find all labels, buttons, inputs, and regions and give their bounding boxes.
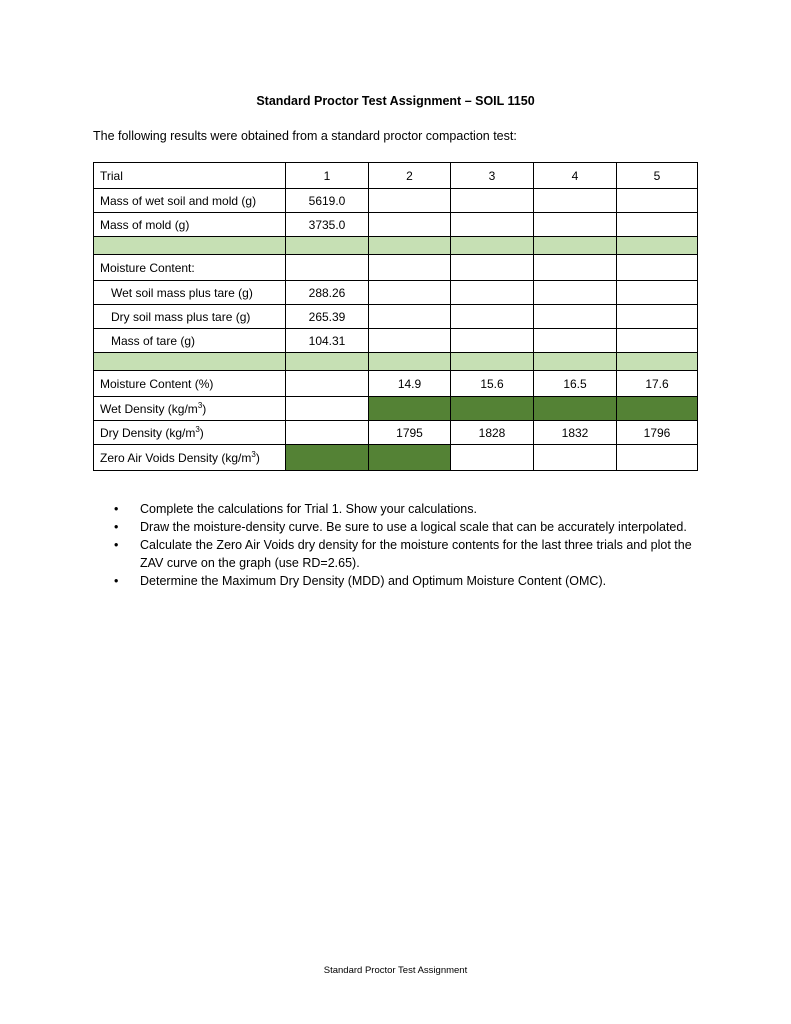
bullet-icon: • <box>114 520 119 534</box>
trial-header-4: 4 <box>534 163 617 189</box>
cell-tare-1: 104.31 <box>286 329 369 353</box>
separator-row <box>94 353 698 371</box>
row-label-mold: Mass of mold (g) <box>94 213 286 237</box>
table-row-zav-density <box>94 445 698 471</box>
list-item: • Draw the moisture-density curve. Be sure to use a logical scale that can be accurately interpolated. <box>114 520 687 534</box>
cell-tare-3 <box>451 329 534 353</box>
cell-wet-density-3 <box>451 397 534 421</box>
cell-dry-density-2: 1795 <box>369 421 451 445</box>
results-table <box>93 162 698 471</box>
table-row-trial <box>94 163 698 189</box>
cell-wet-density-1 <box>286 397 369 421</box>
trial-header-3: 3 <box>451 163 534 189</box>
cell-dry-tare-3 <box>451 305 534 329</box>
row-label-zav-density: Zero Air Voids Density $(kg/m^3)$ <box>94 445 286 471</box>
row-label-tare: Mass of tare (g) <box>94 329 286 353</box>
table-row-dry-density <box>94 421 698 445</box>
cell-wet-tare-1: 288.26 <box>286 281 369 305</box>
cell-tare-4 <box>534 329 617 353</box>
cell-wet-soil-mold-5 <box>617 189 698 213</box>
cell-dry-tare-1: 265.39 <box>286 305 369 329</box>
separator-row <box>94 237 698 255</box>
row-label-moisture-heading: Moisture Content: <box>94 255 286 281</box>
list-item: • Calculate the Zero Air Voids dry density for the moisture contents for the last three trials and plot the ZAV curve on the graph (use RD=2.65). <box>114 538 692 570</box>
page-footer: Standard Proctor Test Assignment <box>323 965 468 976</box>
cell-mold-3 <box>451 213 534 237</box>
row-label-dry-tare: Dry soil mass plus tare (g) <box>94 305 286 329</box>
table-row-tare <box>94 329 698 353</box>
cell-moisture-pct-1 <box>286 371 369 397</box>
cell-dry-density-3: 1828 <box>451 421 534 445</box>
cell-zav-density-5 <box>617 445 698 471</box>
cell-wet-tare-4 <box>534 281 617 305</box>
cell-dry-tare-5 <box>617 305 698 329</box>
cell-dry-tare-4 <box>534 305 617 329</box>
bullet-icon: • <box>114 502 119 516</box>
cell-mold-5 <box>617 213 698 237</box>
trial-header-5: 5 <box>617 163 698 189</box>
table-row-wet-density <box>94 397 698 421</box>
cell-dry-density-1 <box>286 421 369 445</box>
cell-tare-2 <box>369 329 451 353</box>
cell-zav-density-1 <box>286 445 369 471</box>
table-row-wet-soil-mold <box>94 189 698 213</box>
cell-moisture-pct-3: 15.6 <box>451 371 534 397</box>
row-label-wet-density: Wet Density $(kg/m^3)$ <box>94 397 286 421</box>
trial-header-1: 1 <box>286 163 369 189</box>
cell-zav-density-2 <box>369 445 451 471</box>
cell-wet-tare-2 <box>369 281 451 305</box>
trial-header-2: 2 <box>369 163 451 189</box>
intro-text: The following results were obtained from a standard proctor compaction test: <box>93 129 517 143</box>
table-row-dry-tare <box>94 305 698 329</box>
cell-moisture-pct-2: 14.9 <box>369 371 451 397</box>
row-label-trial: Trial <box>94 163 286 189</box>
cell-dry-density-5: 1796 <box>617 421 698 445</box>
cell-wet-tare-5 <box>617 281 698 305</box>
cell-wet-soil-mold-3 <box>451 189 534 213</box>
cell-dry-density-4: 1832 <box>534 421 617 445</box>
table-row-mold <box>94 213 698 237</box>
instructions-list <box>114 500 694 590</box>
cell-wet-soil-mold-1: 5619.0 <box>286 189 369 213</box>
cell-tare-5 <box>617 329 698 353</box>
table-row-wet-tare <box>94 281 698 305</box>
cell-wet-density-2 <box>369 397 451 421</box>
cell-dry-tare-2 <box>369 305 451 329</box>
cell-moisture-pct-4: 16.5 <box>534 371 617 397</box>
cell-wet-soil-mold-2 <box>369 189 451 213</box>
bullet-icon: • <box>114 538 119 552</box>
table-row-moisture-pct <box>94 371 698 397</box>
cell-mold-1: 3735.0 <box>286 213 369 237</box>
list-item: • Determine the Maximum Dry Density (MDD) and Optimum Moisture Content (OMC). <box>114 574 607 588</box>
row-label-moisture-pct: Moisture Content (%) <box>94 371 286 397</box>
cell-wet-soil-mold-4 <box>534 189 617 213</box>
cell-moisture-pct-5: 17.6 <box>617 371 698 397</box>
cell-zav-density-4 <box>534 445 617 471</box>
list-item: • Complete the calculations for Trial 1. Show your calculations. <box>114 502 477 516</box>
row-label-wet-tare: Wet soil mass plus tare (g) <box>94 281 286 305</box>
cell-zav-density-3 <box>451 445 534 471</box>
cell-wet-density-4 <box>534 397 617 421</box>
bullet-icon: • <box>114 574 119 588</box>
row-label-dry-density: Dry Density $(kg/m^3)$ <box>94 421 286 445</box>
cell-wet-density-5 <box>617 397 698 421</box>
cell-wet-tare-3 <box>451 281 534 305</box>
cell-mold-2 <box>369 213 451 237</box>
row-label-wet-soil-mold: Mass of wet soil and mold (g) <box>94 189 286 213</box>
page-title: Standard Proctor Test Assignment – SOIL 1150 <box>256 94 535 108</box>
table-row-moisture-heading <box>94 255 698 281</box>
cell-mold-4 <box>534 213 617 237</box>
